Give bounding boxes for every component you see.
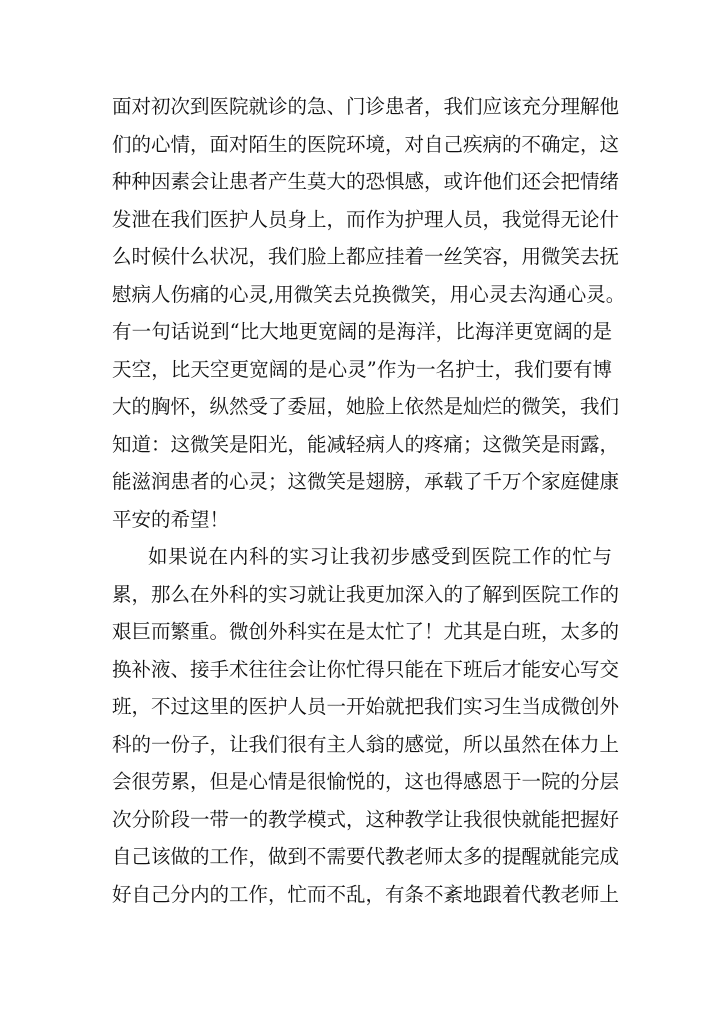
paragraph-1-line-10: 知道：这微笑是阳光，能减轻病人的疼痛；这微笑是雨露，: [112, 432, 620, 456]
paragraph-1-line-11: 能滋润患者的心灵；这微笑是翅膀，承载了千万个家庭健康: [112, 470, 620, 493]
paragraph-1-line-4: 发泄在我们医护人员身上，而作为护理人员，我觉得无论什: [112, 207, 620, 231]
paragraph-2-line-3: 艰巨而繁重。微创外科实在是太忙了！尤其是白班，太多的: [112, 620, 620, 643]
paragraph-1-line-8: 天空，比天空更宽阔的是心灵”作为一名护士，我们要有博: [112, 357, 612, 381]
body-text: [112, 88, 626, 913]
paragraph-1-line-2: 们的心情，面对陌生的医院环境，对自己疾病的不确定，这: [112, 132, 620, 156]
paragraph-1-line-12: 平安的希望！: [112, 507, 230, 531]
paragraph-1-line-1: 面对初次到医院就诊的急、门诊患者，我们应该充分理解他: [112, 95, 620, 118]
paragraph-2-line-9: 自己该做的工作，做到不需要代教老师太多的提醒就能完成: [112, 845, 620, 868]
paragraph-2-line-7: 会很劳累，但是心情是很愉悦的，这也得感恩于一院的分层: [112, 770, 620, 793]
paragraph-1-line-5: 么时候什么状况，我们脸上都应挂着一丝笑容，用微笑去抚: [112, 245, 620, 268]
paragraph-2-line-1: 如果说在内科的实习让我初步感受到医院工作的忙与: [148, 545, 612, 568]
paragraph-1-line-9: 大的胸怀，纵然受了委屈，她脸上依然是灿烂的微笑，我们: [112, 395, 620, 418]
paragraph-1-line-3: 种种因素会让患者产生莫大的恐惧感，或许他们还会把情绪: [112, 170, 620, 193]
paragraph-2-line-5: 班，不过这里的医护人员一开始就把我们实习生当成微创外: [112, 695, 620, 718]
paragraph-2-line-6: 科的一份子，让我们很有主人翁的感觉，所以虽然在体力上: [112, 732, 620, 756]
paragraph-1-line-6: 慰病人伤痛的心灵,用微笑去兑换微笑，用心灵去沟通心灵。: [112, 282, 626, 306]
paragraph-2-line-2: 累，那么在外科的实习就让我更加深入的了解到医院工作的: [112, 582, 620, 606]
paragraph-2-line-10: 好自己分内的工作，忙而不乱，有条不紊地跟着代教老师上: [112, 882, 620, 906]
paragraph-2-line-4: 换补液、接手术往往会让你忙得只能在下班后才能安心写交: [112, 657, 620, 681]
paragraph-2-line-8: 次分阶段一带一的教学模式，这种教学让我很快就能把握好: [112, 807, 620, 831]
paragraph-1-line-7: 有一句话说到“比大地更宽阔的是海洋，比海洋更宽阔的是: [112, 320, 612, 343]
